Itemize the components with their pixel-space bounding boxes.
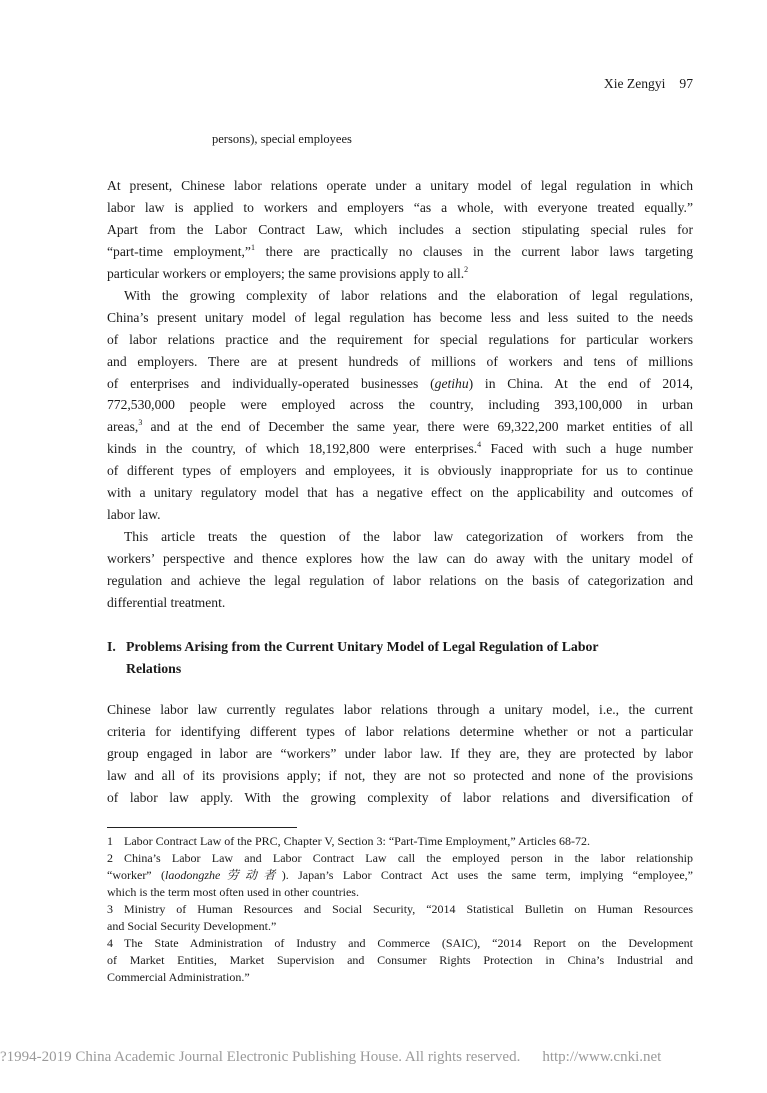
text-line (107, 504, 693, 526)
text-run: labor law. (107, 506, 161, 522)
footnote-4 (107, 935, 693, 986)
text-line (107, 592, 693, 614)
text-line (107, 482, 693, 504)
footnote-reference[interactable]: 4 (477, 440, 482, 450)
text-line (107, 394, 693, 416)
text-line (107, 285, 693, 307)
text-run: “worker” ( (107, 868, 165, 882)
text-run: there are practically no clauses in the current labor laws targeting (254, 243, 693, 259)
italic-text: getihu (434, 375, 469, 391)
text-line (107, 460, 693, 482)
running-head-author: Xie Zengyi (603, 76, 666, 91)
footnote-3 (107, 901, 693, 935)
page-number: 97 (679, 76, 693, 91)
text-run: Commercial Administration.” (107, 970, 250, 984)
text-run: This article treats the question of the labor law categorization of workers from the (124, 529, 693, 544)
paragraph-1 (107, 175, 693, 284)
text-run: China’s Labor Law and Labor Contract Law call the employed person in the labor relationship (124, 851, 693, 865)
footnote-line (107, 918, 693, 935)
footnote-line (107, 884, 693, 901)
footnote-line (107, 935, 693, 952)
section-heading-line-1: Problems Arising from the Current Unitary Model of Legal Regulation of Labor (126, 639, 599, 654)
text-line (107, 329, 693, 351)
text-run: ). Japan’s Labor Contract Act uses the same term, implying “employee,” (281, 868, 693, 882)
footnote-line (107, 969, 693, 986)
text-run: law and all of its provisions apply; if not, they are not so protected and none of the provisions (107, 767, 693, 783)
footnotes (107, 833, 693, 986)
text-line (107, 373, 693, 395)
footnote-reference[interactable]: 1 (250, 242, 255, 252)
text-line (107, 197, 693, 219)
copyright-notice: ?1994-2019 China Academic Journal Electronic Publishing House. All rights reserved. (0, 1049, 521, 1065)
section-paragraph (107, 699, 693, 808)
footnote-reference[interactable]: 2 (464, 264, 469, 274)
text-run: of enterprises and individually-operated businesses ( (107, 375, 435, 391)
text-run: labor law is applied to workers and employers “as a whole, with everyone treated equally.” (107, 199, 693, 215)
footnote-line (107, 901, 693, 918)
text-run: Apart from the Labor Contract Law, which includes a section stipulating special rules for (107, 221, 693, 237)
carry-over-text: persons), special employees (212, 132, 352, 146)
footnote-rule (107, 827, 297, 828)
text-run: regulation and achieve the legal regulation of labor relations on the basis of categorization and (107, 572, 693, 588)
text-run: and employers. There are at present hundreds of millions of workers and tens of millions (107, 353, 693, 369)
footer-url[interactable]: http://www.cnki.net (542, 1049, 662, 1065)
text-run: China’s present unitary model of legal regulation has become less and less suited to the needs (107, 309, 693, 325)
text-run: “part-time employment,” (107, 243, 251, 259)
text-run: particular workers or employers; the same provisions apply to all. (107, 265, 465, 281)
text-run: With the growing complexity of labor relations and the elaboration of legal regulations, (124, 288, 693, 303)
text-line (107, 721, 693, 743)
text-line (107, 241, 693, 263)
text-run: kinds in the country, of which 18,192,800 were enterprises. (107, 441, 478, 457)
footnote-line (107, 952, 693, 969)
text-run: 772,530,000 people were employed across the country, including 393,100,000 in urban (107, 397, 693, 413)
text-line (107, 743, 693, 765)
footnote-number: 2 (107, 851, 113, 865)
page-footer (0, 1049, 767, 1066)
text-run: The State Administration of Industry and Commerce (SAIC), “2014 Report on the Development (124, 936, 693, 950)
text-line (107, 438, 693, 460)
text-line (107, 787, 693, 809)
text-line (107, 307, 693, 329)
text-run: ) in China. At the end of 2014, (468, 375, 693, 391)
text-run: Ministry of Human Resources and Social Security, “2014 Statistical Bulletin on Human Resources (124, 902, 693, 916)
text-run: of Market Entities, Market Supervision and Consumer Rights Protection in China’s Industrial and (107, 953, 693, 967)
text-run: of labor law apply. With the growing complexity of labor relations and diversification of (107, 789, 693, 805)
text-run: and at the end of December the same year, there were 69,322,200 market entities of all (142, 419, 693, 435)
footnote-number: 3 (107, 902, 113, 916)
footnote-line (107, 850, 693, 867)
text-run: Faced with such a huge number (481, 441, 694, 457)
section-heading (107, 636, 693, 680)
text-run: criteria for identifying different types of labor relations determine whether or not a particular (107, 723, 693, 739)
footnote-1 (107, 833, 693, 850)
footnote-number: 4 (107, 936, 113, 950)
text-run: workers’ perspective and thence explores how the law can do away with the unitary model of (107, 550, 693, 566)
text-line (107, 548, 693, 570)
running-head (604, 76, 693, 92)
text-line (107, 416, 693, 438)
footnote-2 (107, 850, 693, 901)
section-number: I. (107, 639, 116, 654)
text-line (107, 570, 693, 592)
text-line (107, 175, 693, 197)
text-run: with a unitary regulatory model that has a negative effect on the applicability and outcomes of (107, 485, 693, 501)
text-line (107, 263, 693, 285)
text-run: which is the term most often used in other countries. (107, 885, 359, 899)
paragraph-3 (107, 526, 693, 614)
text-run: of labor relations practice and the requirement for special regulations for particular workers (107, 331, 693, 347)
footnote-number: 1 (107, 834, 113, 848)
text-run: areas, (107, 419, 139, 435)
text-line (107, 699, 693, 721)
text-line (107, 219, 693, 241)
text-run: Labor Contract Law of the PRC, Chapter V, Section 3: “Part-Time Employment,” Articles 68-72. (124, 834, 591, 848)
footnote-line (107, 833, 693, 850)
text-line (107, 765, 693, 787)
text-run: At present, Chinese labor relations operate under a unitary model of legal regulation in which (107, 178, 693, 193)
paragraph-2 (107, 285, 693, 526)
text-run: and Social Security Development.” (107, 919, 277, 933)
footnote-reference[interactable]: 3 (138, 418, 143, 428)
footnote-line (107, 867, 693, 884)
section-heading-line-2: Relations (126, 661, 182, 676)
text-run: differential treatment. (107, 594, 226, 610)
text-line (107, 351, 693, 373)
italic-text: laodongzhe劳动者 (165, 868, 282, 882)
text-run: of different types of employers and employees, it is obviously inappropriate for us to continue (107, 463, 693, 479)
text-run: Chinese labor law currently regulates labor relations through a unitary model, i.e., the current (107, 702, 693, 717)
text-run: group engaged in labor are “workers” under labor law. If they are, they are protected by labor (107, 745, 693, 761)
text-line (107, 526, 693, 548)
